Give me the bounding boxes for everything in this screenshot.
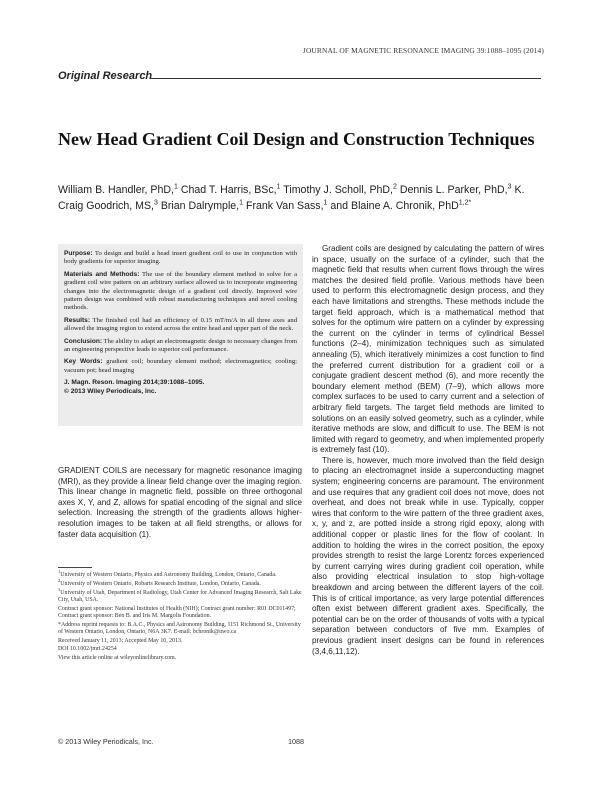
footnote: [58, 606, 302, 620]
author-name: Chad T. Harris, BSc,: [180, 184, 277, 196]
abstract-label: Conclusion:: [64, 337, 103, 345]
author-name: Brian Dalrymple,: [160, 200, 240, 212]
footnote: [58, 569, 302, 579]
footnote-text: DOI 10.1002/jmri.24254: [58, 646, 117, 653]
author-name: William B. Handler, PhD,: [58, 184, 174, 196]
author-affiliation: 1: [173, 183, 178, 191]
footnote: [58, 577, 302, 588]
right-column: [312, 244, 544, 657]
footnote-text: University of Utah, Department of Radiology, Utah Center for Advanced Imaging Research, Salt Lake City, Utah, USA.: [58, 589, 302, 603]
author: [58, 184, 178, 196]
author-affiliation: 3: [153, 199, 158, 207]
author: [246, 200, 327, 212]
abstract-text: To design and build a head insert gradient coil to use in conjunction with body gradients for superior imaging.: [64, 250, 298, 266]
abstract-copyright: © 2013 Wiley Periodicals, Inc.: [64, 387, 157, 395]
author: [283, 184, 397, 196]
footnote-marker: 2: [58, 577, 61, 583]
abstract-purpose: [64, 250, 297, 267]
section-label: Original Research: [58, 70, 153, 82]
footnote: [58, 646, 302, 653]
body-paragraph: There is, however, much more involved than the field design to placing an electromagnet inside a superconducting magnet system; engineering concerns are paramount. The environment and use requires that any gradient coil does not move, does not overheat, and does not break while in use. Typically, copper wires that conform to the wire pattern of the three gradient axes, x, y, and z, are potted inside a strong rigid epoxy, along with additional copper or plastic lines for the flow of coolant. In addition to holding the wires in the correct position, the epoxy provides strength to resist the large Lorentz forces experienced by current carrying wires during gradient coil operation, while also providing electrical insulation to stop high-voltage breakdown and arcing between the different layers of the coil. This is of critical importance, as very large potential differences often exist between different gradient axes. Specifically, the potential can be on the order of thousands of volts with a typical separation between conductors of five mm. Examples of previous gradient insert designs can be found in references (3,4,6,11,12).: [312, 455, 544, 656]
footnote: [58, 622, 302, 636]
body-paragraph: Gradient coils are designed by calculating the pattern of wires in space, usually on the surface of a cylinder, such that the magnetic field that results when current flows through the wires matches the desired field profile. Various methods have been used to perform this electromagnetic design process, and they each have limitations and strengths. These methods include the target field approach, which is a mathematical method that solves for the optimum wire pattern on a cylinder by expressing the current on the cylinder in terms of cylindrical Bessel functions (2–4), minimization techniques such as simulated annealing (5), which iteratively minimizes a cost function to find the preferred current distribution for a gradient coil or a conjugate gradient descent method (6), and more recently the boundary element method (BEM) (7–9), which allows more complex surfaces to be used to carry current and a selection of arbitrary field targets. The target field methods are limited to solutions on an easily solved geometry, such as a cylinder, while iterative methods are slow, and difficult to use. The BEM is not limited with regard to geometry, and when implemented properly is extremely fast (10).: [312, 244, 544, 455]
intro-paragraph: GRADIENT COILS are necessary for magnetic resonance imaging (MRI), as they provide a linear field change over the imaging region. This linear change in magnetic field, possible on three orthogonal axes X, Y, and Z, allows for spatial encoding of the signal and slice selection. Increasing the strength of the gradients allows higher-resolution images to be taken at all field strengths, or allows for faster data acquisition (1).: [58, 466, 302, 539]
footnote-text: Received January 11, 2013; Accepted May 10, 2013.: [58, 637, 183, 644]
abstract: [64, 250, 297, 396]
article-title: New Head Gradient Coil Design and Construction Techniques: [58, 129, 535, 149]
abstract-conclusion: [64, 338, 297, 355]
footnote-text: Contract grant sponsor: National Institutes of Health (NIH); Contract grant number: R01 DC011497; Contract grant sponsor: Ben B. and Iris M. Margolis Foundation.: [58, 605, 296, 619]
author-affiliation: 1: [276, 183, 281, 191]
section-divider: [150, 78, 541, 79]
abstract-label: Results:: [64, 316, 91, 324]
page-number: 1088: [288, 737, 304, 746]
footnote-text: University of Western Ontario, Physics and Astronomy Building, London, Ontario, Canada.: [60, 572, 277, 578]
author: [330, 200, 471, 212]
author-list: [58, 182, 528, 214]
author: [400, 184, 512, 196]
footnote-divider: [58, 567, 92, 568]
author-affiliation: 3: [507, 183, 512, 191]
abstract-label: Materials and Methods:: [64, 270, 140, 278]
abstract-keywords: [64, 358, 297, 375]
author-name: K. Craig Goodrich, MS,: [58, 184, 525, 212]
footnote-marker: 1: [58, 569, 61, 575]
footer-copyright: © 2013 Wiley Periodicals, Inc.: [58, 737, 154, 746]
author-name: Frank Van Sass,: [246, 200, 324, 212]
abstract-label: Purpose:: [64, 250, 93, 257]
abstract-text: gradient coil; boundary element method; electromagnetics; cooling; vacuum pot; head imaging: [64, 358, 297, 374]
journal-header: JOURNAL OF MAGNETIC RESONANCE IMAGING 39:1088–1095 (2014): [302, 46, 544, 55]
footnote: [58, 655, 302, 662]
author: [161, 200, 243, 212]
footnote: [58, 638, 302, 645]
citation: J. Magn. Reson. Imaging 2014;39:1088–1095.: [64, 379, 205, 387]
footnotes: [58, 569, 302, 664]
abstract-text: The ability to adapt an electromagnetic design to necessary changes from an engineering perspective leads to superior coil performance.: [64, 337, 297, 354]
footnote: [58, 586, 302, 604]
footnote-text: View this article online at wileyonlinelibrary.com.: [58, 655, 177, 662]
author-name: Dennis L. Parker, PhD,: [399, 184, 508, 196]
abstract-methods: [64, 271, 297, 313]
footnote-text: *Address reprint requests to: B.A.C., Physics and Astronomy Building, 1151 Richmond St., University of Western Ontario, London, Ontario, N6A 3K7. E-mail: bchronik@uwo.ca: [58, 621, 301, 635]
abstract-label: Key Words:: [64, 358, 103, 366]
author-affiliation: 1: [239, 199, 244, 207]
abstract-text: The finished coil had an efficiency of 0.15 mT/m/A in all three axes and allowed the imaging region to extend across the entire head and upper part of the neck.: [64, 316, 298, 333]
author-affiliation: 2: [393, 183, 397, 191]
abstract-results: [64, 317, 297, 334]
footnote-marker: 3: [58, 586, 61, 592]
author-affiliation: 1: [323, 199, 328, 207]
author: [181, 184, 281, 196]
footnote-text: University of Western Ontario, Robarts Research Institute, London, Ontario, Canada.: [60, 580, 261, 587]
abstract-text: The use of the boundary element method to solve for a gradient coil wire pattern on an arbitrary surface allowed us to incorporate engineering changes into the electromagnetic design of a gradient coil directly. Improved wire pattern design was combined with robust manufacturing techniques and novel cooling methods.: [64, 270, 298, 312]
author-name: Timothy J. Scholl, PhD,: [283, 184, 393, 196]
author-affiliation: 1,2*: [458, 199, 472, 207]
author-name: and Blaine A. Chronik, PhD: [330, 200, 459, 212]
